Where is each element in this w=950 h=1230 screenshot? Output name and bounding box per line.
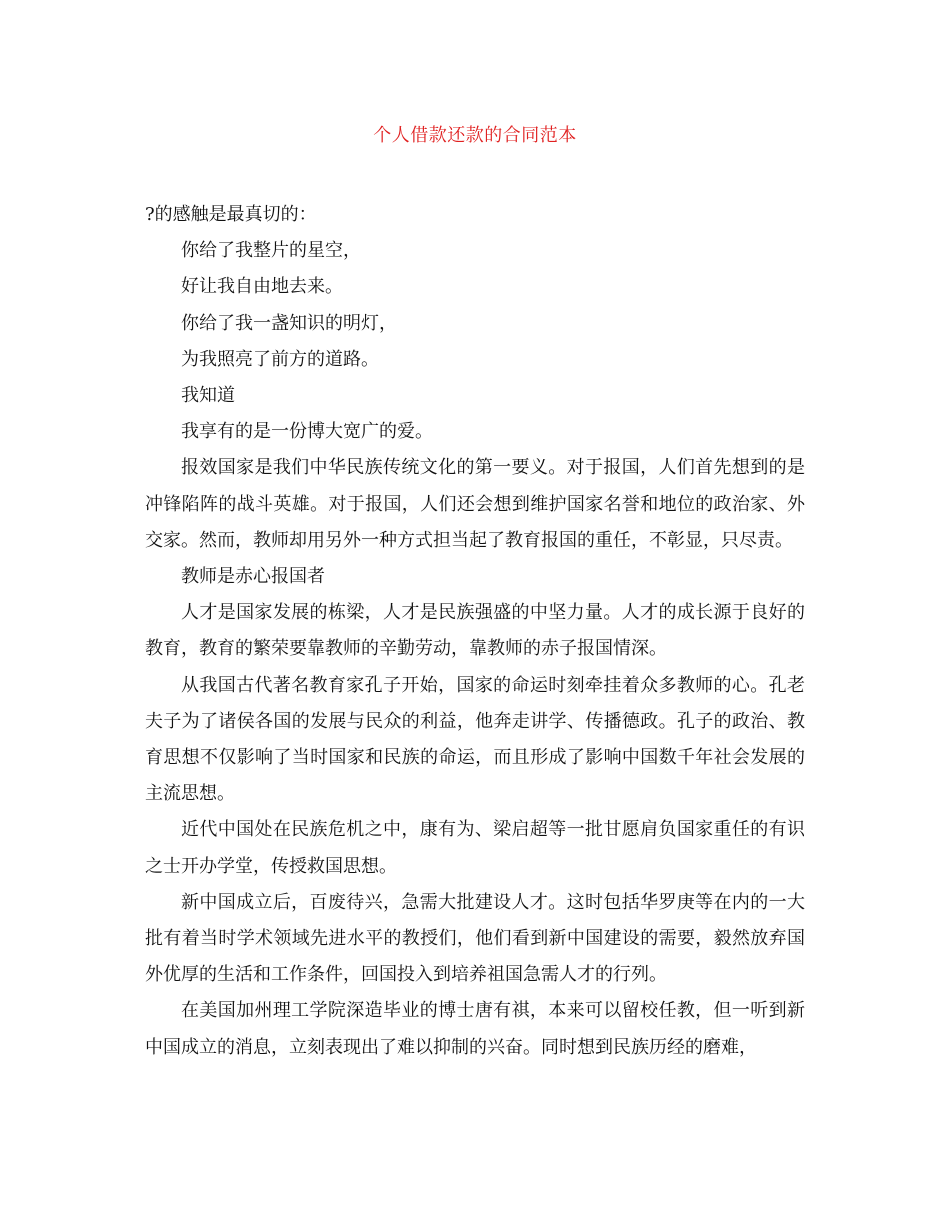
paragraph: 我享有的是一份博大宽广的爱。 <box>181 421 433 443</box>
document-body <box>145 197 805 1066</box>
paragraph: 你给了我一盏知识的明灯， <box>181 312 397 334</box>
paragraph: 报效国家是我们中华民族传统文化的第一要义。对于报国，人们首先想到的是冲锋陷阵的战斗英雄。对于报国，人们还会想到维护国家名誉和地位的政治家、外交家。然而，教师却用另外一种方式担当起了教育报国的重任，不彰显，只尽责。 <box>145 457 805 551</box>
paragraph: 新中国成立后，百废待兴，急需大批建设人才。这时包括华罗庚等在内的一大批有着当时学术领域先进水平的教授们，他们看到新中国建设的需要，毅然放弃国外优厚的生活和工作条件，回国投入到培养祖国急需人才的行列。 <box>145 891 805 986</box>
paragraph: 人才是国家发展的栋梁，人才是民族强盛的中坚力量。人才的成长源于良好的教育，教育的繁荣要靠教师的辛勤劳动，靠教师的赤子报国情深。 <box>145 602 805 660</box>
document-title: 个人借款还款的合同范本 <box>373 125 577 146</box>
paragraph: 为我照亮了前方的道路。 <box>181 348 379 370</box>
paragraph: 从我国古代著名教育家孔子开始，国家的命运时刻牵挂着众多教师的心。孔老夫子为了诸侯各国的发展与民众的利益，他奔走讲学、传播德政。孔子的政治、教育思想不仅影响了当时国家和民族的命运，而且形成了影响中国数千年社会发展的主流思想。 <box>145 674 805 805</box>
paragraph: ?的感触是最真切的： <box>145 204 317 225</box>
paragraph: 我知道 <box>181 385 235 407</box>
paragraph: 近代中国处在民族危机之中，康有为、梁启超等一批甘愿肩负国家重任的有识之士开办学堂，传授救国思想。 <box>145 819 805 877</box>
paragraph: 好让我自由地去来。 <box>181 276 343 298</box>
paragraph: 在美国加州理工学院深造毕业的博士唐有祺，本来可以留校任教，但一听到新中国成立的消息，立刻表现出了难以抑制的兴奋。同时想到民族历经的磨难， <box>145 1000 805 1058</box>
paragraph: 教师是赤心报国者 <box>181 566 325 588</box>
paragraph: 你给了我整片的星空， <box>181 240 361 262</box>
